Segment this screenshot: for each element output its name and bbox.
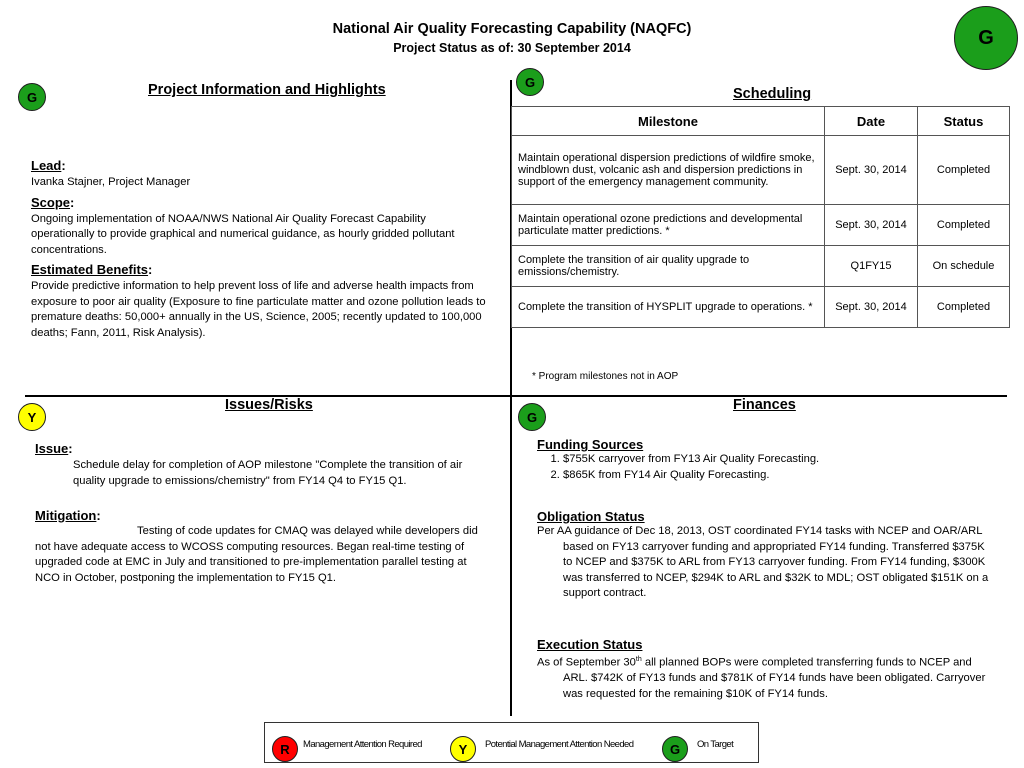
status-cell: Completed <box>918 287 1010 328</box>
legend-yellow-text: Potential Management Attention Needed <box>485 739 634 750</box>
issues-heading: Issues/Risks <box>225 397 313 413</box>
overall-status-badge: G <box>954 6 1018 70</box>
project-info-body: Lead: Ivanka Stajner, Project Manager Scope: Ongoing implementation of NOAA/NWS National Air Quality Forecast Capability operationally to provide graphical and numerical guidance, as hourly gridded pollutant concentrations. Estimated Benefits: Provide predictive information to help prevent loss of life and adverse health impacts from exposure to poor air quality (Exposure to fine particulate matter and ozone pollution leads to premature deaths: 50,000+ annually in the US, Science, 2005; recently updated to 100,000 deaths; Fann, 2011, Risk Analysis). <box>31 157 486 341</box>
execution-sup: th <box>635 656 642 663</box>
execution-text <box>537 652 997 702</box>
issue-label: Issue <box>35 441 69 456</box>
legend-red-badge: R <box>272 736 298 762</box>
table-header-row <box>512 107 1010 136</box>
status-legend <box>264 722 759 763</box>
milestone-cell: Maintain operational ozone predictions and developmental particulate matter predictions. * <box>512 205 825 246</box>
legend-yellow-badge: Y <box>450 736 476 762</box>
status-cell: Completed <box>918 205 1010 246</box>
date-cell: Sept. 30, 2014 <box>825 287 918 328</box>
scheduling-heading: Scheduling <box>733 86 812 102</box>
horizontal-divider <box>25 395 1007 397</box>
legend-red-text: Management Attention Required <box>303 739 422 750</box>
page-subtitle: Project Status as of: 30 September 2014 <box>393 41 631 55</box>
obligation-text: Per AA guidance of Dec 18, 2013, OST coordinated FY14 tasks with NCEP and OAR/ARL based on FY13 carryover funding and appropriated FY14 funding. Transferred $375K to NCEP and $375K to ARL from FY13 carryover funding. From FY14 funding, $300K was transferred to NCEP, $294K to ARL and $32K to MDL; OST obligated $151K on a support contract. <box>537 525 989 599</box>
table-row <box>512 205 1010 246</box>
mitigation-body: Mitigation: <box>35 508 101 523</box>
milestone-cell: Complete the transition of HYSPLIT upgrade to operations. * <box>512 287 825 328</box>
project-info-heading: Project Information and Highlights <box>148 82 386 98</box>
funding-label: Funding Sources <box>537 437 644 452</box>
execution-prefix: As of September 30 <box>537 656 636 669</box>
mitigation-label: Mitigation <box>35 508 97 523</box>
table-row <box>512 246 1010 287</box>
lead-text: Ivanka Stajner, Project Manager <box>31 176 191 188</box>
lead-label: Lead <box>31 158 62 173</box>
column-header-date: Date <box>825 107 918 136</box>
scope-text: Ongoing implementation of NOAA/NWS National Air Quality Forecast Capability operationally to provide graphical and numerical guidance, as hourly gridded pollutant concentrations. <box>31 212 455 256</box>
issues-status-badge: Y <box>18 403 46 431</box>
scope-label: Scope <box>31 194 71 210</box>
status-cell: On schedule <box>918 246 1010 287</box>
issue-text: Schedule delay for completion of AOP milestone "Complete the transition of air quality upgrade to emissions/chemistry" from FY14 Q4 to FY15 Q1. <box>73 459 463 487</box>
execution-section <box>537 637 997 702</box>
milestone-cell: Maintain operational dispersion predictions of wildfire smoke, windblown dust, volcanic ash and dispersion predictions in support of the emergency management community. <box>512 136 825 205</box>
execution-label: Execution Status <box>537 637 643 652</box>
list-item: 2. $865K from FY14 Air Quality Forecasting. <box>563 468 997 484</box>
date-cell: Q1FY15 <box>825 246 918 287</box>
benefits-label: Estimated Benefits <box>31 262 149 277</box>
date-cell: Sept. 30, 2014 <box>825 205 918 246</box>
table-row <box>512 287 1010 328</box>
mitigation-text: Testing of code updates for CMAQ was delayed while developers did not have adequate access to WCOSS computing resources. Began real-time testing of upgraded code at EMC in July and transitioned to pre-implementation parallel testing at NCO in October, postponing the implementation to FY15 Q1. <box>35 525 478 584</box>
obligation-section <box>537 509 997 602</box>
page-title: National Air Quality Forecasting Capability (NAQFC) <box>332 21 692 37</box>
finances-body <box>537 437 997 483</box>
project-info-status-badge: G <box>18 83 46 111</box>
milestone-cell: Complete the transition of air quality upgrade to emissions/chemistry. <box>512 246 825 287</box>
finances-status-badge: G <box>518 403 546 431</box>
funding-list <box>537 452 997 483</box>
obligation-label: Obligation Status <box>537 509 645 524</box>
legend-green-text: On Target <box>697 739 734 750</box>
column-header-status: Status <box>918 107 1010 136</box>
scheduling-status-badge: G <box>516 68 544 96</box>
column-header-milestone: Milestone <box>512 107 825 136</box>
milestone-table <box>511 106 1010 328</box>
date-cell: Sept. 30, 2014 <box>825 136 918 205</box>
list-item: 1. $755K carryover from FY13 Air Quality Forecasting. <box>563 452 997 468</box>
legend-green-badge: G <box>662 736 688 762</box>
status-cell: Completed <box>918 136 1010 205</box>
issues-body: Issue: Schedule delay for completion of AOP milestone "Complete the transition of air quality upgrade to emissions/chemistry" from FY14 Q4 to FY15 Q1. <box>35 440 490 489</box>
benefits-text: Provide predictive information to help prevent loss of life and adverse health impacts from exposure to poor air quality (Exposure to fine particulate matter and ozone pollution leads to premature deaths: 50,000+ annually in the US, Science, 2005; recently updated to 100,000 deaths; Fann, 2011, Risk Analysis). <box>31 280 486 339</box>
finances-heading: Finances <box>733 397 796 413</box>
milestone-footnote: * Program milestones not in AOP <box>532 371 679 382</box>
execution-rest: all planned BOPs were completed transferring funds to NCEP and ARL. $742K of FY13 funds and $781K of FY14 funds have been obligated. Carryover was requested for the remaining $10K of FY14 funds. <box>563 656 986 700</box>
table-row <box>512 136 1010 205</box>
